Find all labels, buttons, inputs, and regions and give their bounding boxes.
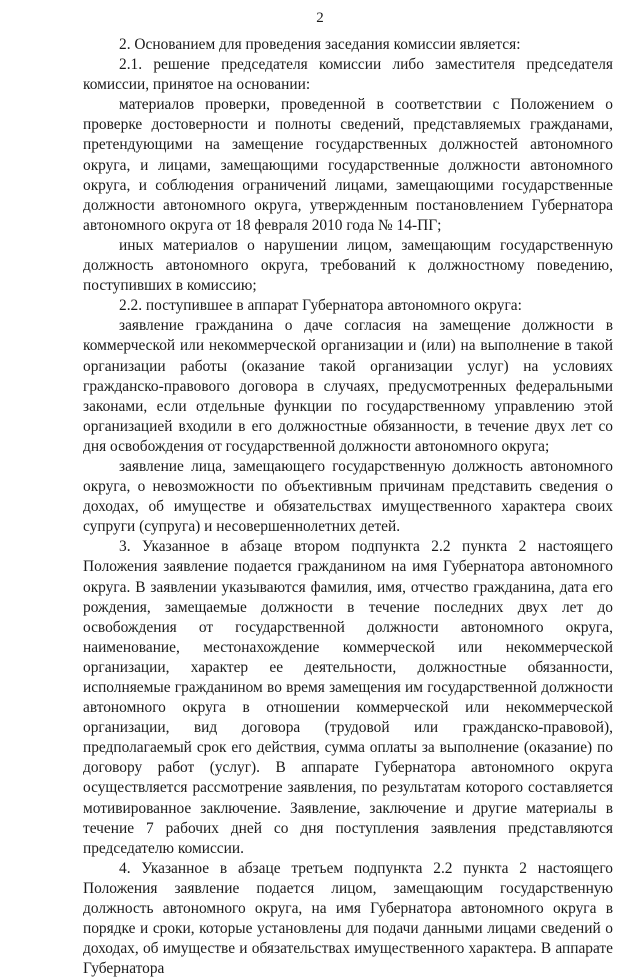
page-number: 2 bbox=[316, 10, 324, 26]
paragraph-citizen-application: заявление гражданина о даче согласия на замещение должности в коммерческой или некоммерческой организации и (или) на выполнение в такой организации работы (оказание такой организации услуг) на условиях гражданско-правового договора в случаях, предусмотренных федеральными законами, если отдельные функции по государственному управлению этой организацией входили в его должностные обязанности, в течение двух лет со дня освобождения от государственной должности автономного округа; bbox=[83, 317, 613, 455]
paragraph-other-materials: иных материалов о нарушении лицом, замещающим государственную должность автономного округа, требований к должностному поведению, поступивших в комиссию; bbox=[83, 236, 613, 295]
document-body bbox=[83, 35, 613, 979]
paragraph-3: 3. Указанное в абзаце втором подпункта 2.2 пункта 2 настоящего Положения заявление подается гражданином на имя Губернатора автономного округа. В заявлении указываются фамилия, имя, отчество гражданина, дата его рождения, замещаемые должности в течение последних двух лет до освобождения от государственной должности автономного округа, наименование, местонахождение коммерческой или некоммерческой организации, характер ее деятельности, должностные обязанности, исполняемые гражданином во время замещения им государственной должности автономного округа в отношении коммерческой или некоммерческой организации, вид договора (трудовой или гражданско-правовой), предполагаемый срок его действия, сумма оплаты за выполнение (оказание) по договору работ (услуг). В аппарате Губернатора автономного округа осуществляется рассмотрение заявления, по результатам которого составляется мотивированное заключение. Заявление, заключение и другие материалы в течение 7 рабочих дней со дня поступления заявления представляются председателю комиссии. bbox=[83, 538, 613, 857]
paragraph-4: 4. Указанное в абзаце третьем подпункта 2.2 пункта 2 настоящего Положения заявление подается лицом, замещающим государственную должность автономного округа, на имя Губернатора автономного округа в порядке и сроки, которые установлены для подачи данными лицами сведений о доходах, об имуществе и обязательствах имущественного характера. В аппарате Губернатора bbox=[83, 859, 613, 978]
paragraph-2-1-decision: 2.1. решение председателя комиссии либо заместителя председателя комиссии, принятое на основании: bbox=[83, 56, 613, 94]
paragraph-inspection-materials: материалов проверки, проведенной в соответствии с Положением о проверке достоверности и полноты сведений, представляемых гражданами, претендующими на замещение государственных должностей автономного округа, и лицами, замещающими государственные должности автономного округа, и соблюдения ограничений лицами, замещающими государственные должности автономного округа, утвержденным постановлением Губернатора автономного округа от 18 февраля 2010 года № 14-ПГ; bbox=[83, 96, 613, 234]
paragraph-2-2-received: 2.2. поступившее в аппарат Губернатора автономного округа: bbox=[119, 297, 522, 315]
paragraph-2-basis: 2. Основанием для проведения заседания комиссии является: bbox=[119, 36, 521, 53]
paragraph-official-application: заявление лица, замещающего государственную должность автономного округа, о невозможности по объективным причинам представить сведения о доходах, об имуществе и обязательствах имущественного характера своих супруги (супруга) и несовершеннолетних детей. bbox=[83, 457, 613, 536]
